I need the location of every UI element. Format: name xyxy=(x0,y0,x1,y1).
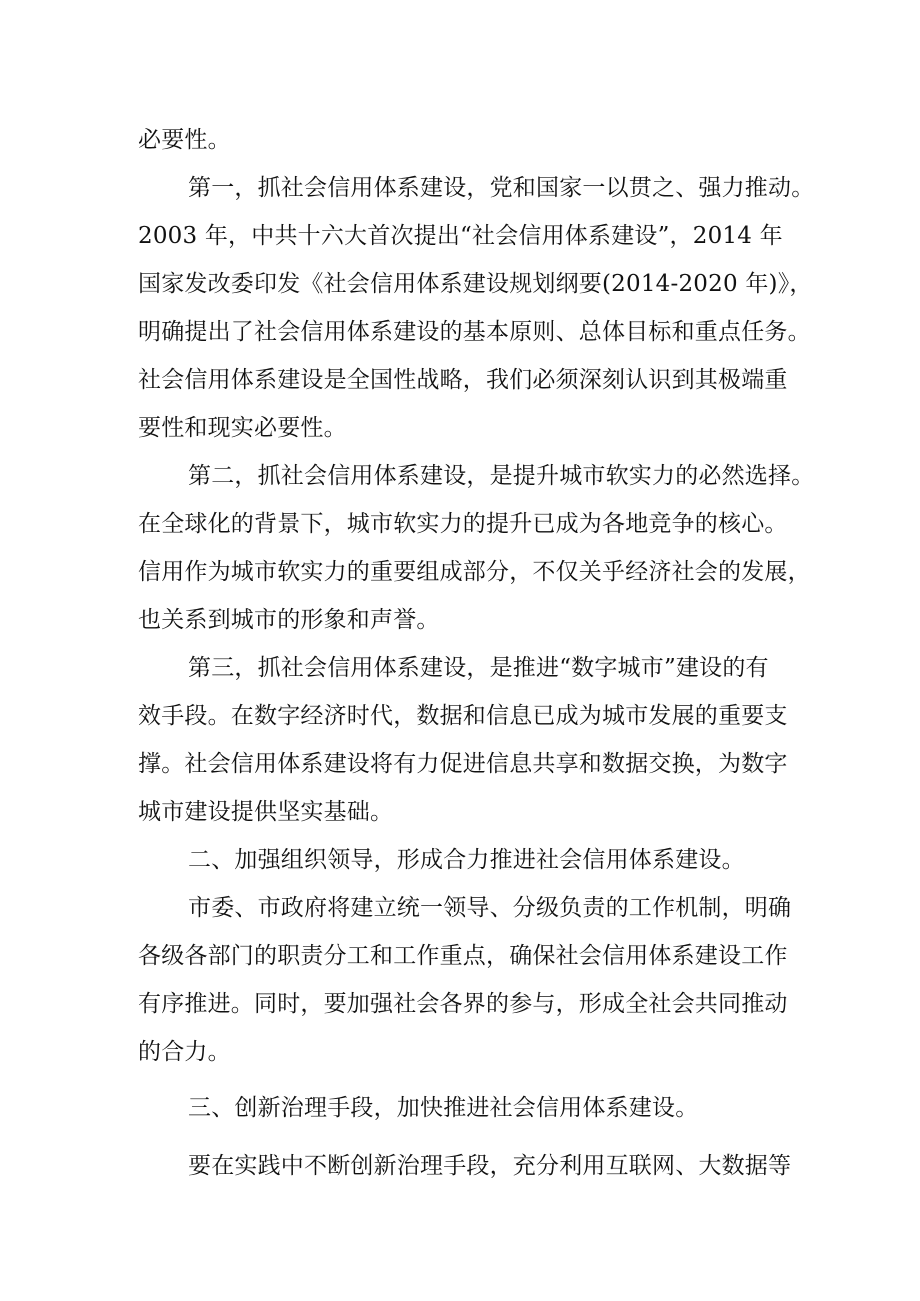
text-line: 国家发改委印发《社会信用体系建设规划纲要(2014-2020 年)》， xyxy=(138,271,813,297)
paragraph-first-point: 第一，抓社会信用体系建设，党和国家一以贯之、强力推动。 xyxy=(188,175,815,201)
text-line: 有序推进。同时，要加强社会各界的参与，形成全社会共同推动 xyxy=(138,991,788,1017)
text-line: 必要性。 xyxy=(138,127,231,153)
text-line: 在全球化的背景下，城市软实力的提升已成为各地竞争的核心。 xyxy=(138,511,788,537)
paragraph-third-point: 第三，抓社会信用体系建设，是推进“数字城市”建设的有 xyxy=(188,655,769,681)
text-line: 信用作为城市软实力的重要组成部分，不仅关乎经济社会的发展， xyxy=(138,559,811,585)
text-line: 明确提出了社会信用体系建设的基本原则、总体目标和重点任务。 xyxy=(138,319,811,345)
paragraph-second-point: 第二，抓社会信用体系建设，是提升城市软实力的必然选择。 xyxy=(188,463,815,489)
text-line: 效手段。在数字经济时代，数据和信息已成为城市发展的重要支 xyxy=(138,703,788,729)
text-line: 撑。社会信用体系建设将有力促进信息共享和数据交换，为数字 xyxy=(138,751,788,777)
section-heading-three: 三、创新治理手段，加快推进社会信用体系建设。 xyxy=(188,1095,699,1121)
text-line: 各级各部门的职责分工和工作重点，确保社会信用体系建设工作 xyxy=(138,943,788,969)
text-line: 2003 年，中共十六大首次提出“社会信用体系建设”，2014 年 xyxy=(138,223,783,249)
paragraph-organization: 市委、市政府将建立统一领导、分级负责的工作机制，明确 xyxy=(188,895,792,921)
text-line: 要性和现实必要性。 xyxy=(138,415,347,441)
text-line: 的合力。 xyxy=(138,1039,231,1065)
text-line: 城市建设提供坚实基础。 xyxy=(138,799,394,825)
text-line: 也关系到城市的形象和声誉。 xyxy=(138,607,440,633)
text-line: 社会信用体系建设是全国性战略，我们必须深刻认识到其极端重 xyxy=(138,367,788,393)
paragraph-innovation: 要在实践中不断创新治理手段，充分利用互联网、大数据等 xyxy=(188,1153,792,1179)
section-heading-two: 二、加强组织领导，形成合力推进社会信用体系建设。 xyxy=(188,847,745,873)
